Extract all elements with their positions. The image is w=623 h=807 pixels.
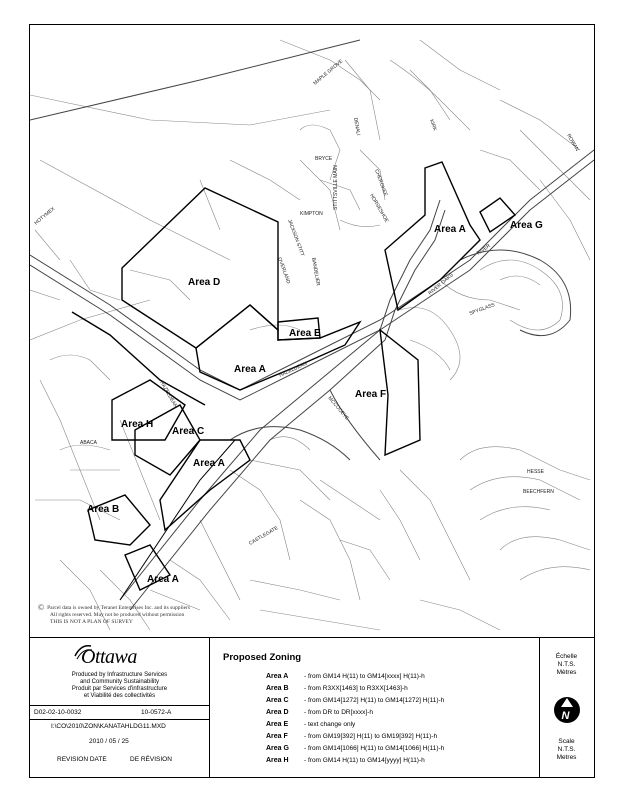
file-number: D02-02-10-0032	[34, 709, 82, 716]
legend-desc: - from GM14 H(11) to GM14[yyyy] H(11)-h	[304, 757, 425, 764]
title-block	[29, 637, 595, 778]
street-label: BANDELIER	[310, 257, 321, 287]
legend-desc: - from GM14[1272] H(11) to GM14[1272] H(11)-h	[304, 697, 445, 704]
scale-en-unit: Metres	[556, 754, 577, 761]
street-label: CHEROKEE	[373, 168, 389, 198]
area-d-boundary	[122, 188, 278, 348]
ottawa-logo-text: Ottawa	[81, 646, 137, 668]
scale-en-label: Scale	[558, 738, 575, 745]
area-label: Area A	[434, 224, 466, 235]
street-label: BRYCE	[315, 156, 333, 162]
drawing-number: 10-0572-A	[141, 709, 172, 716]
file-path-row	[29, 719, 210, 733]
legend-block	[210, 638, 540, 777]
legend-desc: - text change only	[304, 721, 356, 728]
legend-desc: - from R3XX[1463] to R3XX[1463]-h	[304, 685, 408, 692]
produced-by-en-2: and Community Sustainability	[79, 679, 160, 685]
street-label: OVERLAND	[276, 256, 292, 285]
legend-desc: - from GM19[392] H(11) to GM19[392] H(11)-h	[304, 733, 438, 740]
legend-item	[266, 745, 444, 756]
legend-area: Area E	[266, 721, 289, 728]
street-label: ABACA	[80, 440, 97, 446]
area-label: Area A	[193, 458, 225, 469]
file-number-row	[29, 705, 210, 719]
agency-block	[29, 638, 210, 777]
north-arrow-label: N	[561, 710, 570, 722]
north-arrow-icon	[553, 695, 581, 725]
legend-item	[266, 709, 373, 720]
legend-area: Area D	[266, 709, 289, 716]
street-label: JACKSON STITT	[286, 218, 306, 258]
map-disclaimer	[38, 604, 268, 626]
legend-item	[266, 733, 437, 744]
legend-desc: - from GM14[1066] H(11) to GM14[1066] H(11)-h	[304, 745, 445, 752]
street-label: CASTLEGATE	[248, 525, 280, 547]
legend-title: Proposed Zoning	[223, 652, 302, 663]
scale-fr-unit: Mètres	[556, 669, 577, 676]
produced-by-en: Produced by Infrastructure Services	[71, 672, 168, 678]
street-label: BEECHFERN	[523, 489, 554, 495]
revision-label-row	[29, 753, 210, 767]
area-label: Area D	[188, 277, 221, 288]
legend-item	[266, 685, 408, 696]
area-label: Area F	[355, 389, 387, 400]
scale-fr-value: N.T.S.	[557, 661, 576, 668]
legend-area: Area H	[266, 757, 289, 764]
area-label: Area B	[87, 504, 120, 515]
legend-item	[266, 721, 355, 732]
disclaimer-line: THIS IS NOT A PLAN OF SURVEY	[50, 619, 133, 625]
produced-by-fr: Produit par Services d'infrastructure	[71, 686, 168, 692]
area-label: Area E	[289, 328, 321, 339]
legend-item	[266, 697, 444, 708]
legend-item	[266, 673, 425, 684]
legend-area: Area F	[266, 733, 288, 740]
disclaimer-line: Parcel data is owned by Teranet Enterprises Inc. and its suppliers	[47, 605, 191, 611]
revision-date-value: 2010 / 05 / 25	[89, 738, 129, 745]
revision-label-fr: DE RÉVISION	[130, 756, 172, 763]
scale-fr-label: Échelle	[555, 653, 578, 660]
area-label: Area A	[234, 364, 266, 375]
street-label: HOTYMEX	[33, 206, 57, 227]
legend-desc: - from DR to DR[xxxx]-h	[304, 709, 373, 716]
street-label: KIRK	[428, 118, 438, 132]
scale-block	[540, 638, 593, 777]
street-label: STITTSVILLE MAIN	[333, 165, 339, 210]
street-label: KIMPTON	[300, 211, 323, 217]
revision-label-en: REVISION DATE	[57, 756, 107, 763]
legend-desc: - from GM14 H(11) to GM14[xxxx] H(11)-h	[304, 673, 425, 680]
legend-area: Area A	[266, 673, 289, 680]
street-label: RIVER	[475, 242, 492, 257]
area-label: Area G	[510, 220, 543, 231]
street-label: ROWAN	[565, 133, 580, 153]
area-b-boundary	[88, 495, 150, 545]
street-label: SPYGLASS	[468, 302, 496, 317]
copyright-icon: ©	[38, 603, 45, 612]
legend-item	[266, 757, 425, 768]
legend-area: Area C	[266, 697, 289, 704]
area-label: Area C	[172, 426, 205, 437]
disclaimer-line: All rights reserved. May not be produced without permission	[50, 612, 185, 618]
produced-by-fr-2: et Viabilité des collectivités	[83, 693, 156, 699]
date-row	[29, 735, 210, 749]
area-label: Area A	[147, 574, 179, 585]
street-label: HAZELDEAN	[278, 360, 309, 379]
street-label: MCCOOEYE	[326, 395, 350, 422]
street-label: HAZELDEAN	[158, 380, 179, 409]
street-label: RIVER OAKS	[427, 272, 455, 297]
scale-en-value: N.T.S.	[557, 746, 576, 753]
street-label: HORSESHOE	[368, 193, 390, 224]
main-roads	[30, 40, 594, 610]
street-label: DENALI	[352, 117, 362, 137]
area-label: Area H	[121, 419, 154, 430]
legend-area: Area G	[266, 745, 289, 752]
legend-area: Area B	[266, 685, 289, 692]
street-label: MAPLE GROVE	[312, 58, 345, 87]
street-label: HESSE	[527, 469, 544, 475]
file-path: I:\CO\2010\ZON\KANATAHLDG11.MXD	[51, 723, 166, 730]
